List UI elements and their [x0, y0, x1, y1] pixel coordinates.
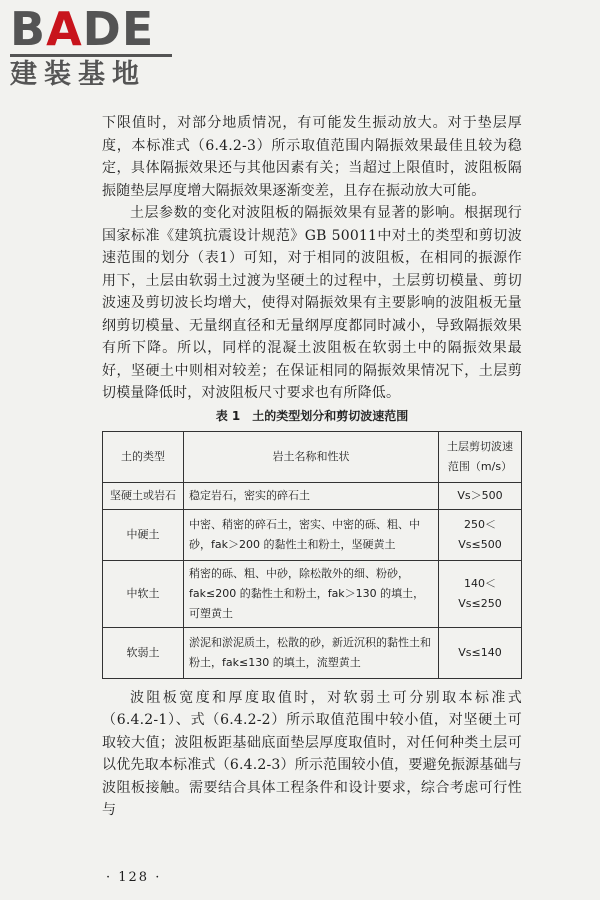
table-header-cell: 土层剪切波速范围（m/s） — [439, 431, 522, 482]
table-header-cell: 土的类型 — [103, 431, 184, 482]
bade-logo — [10, 2, 180, 91]
paragraph-3: 波阻板宽度和厚度取值时，对软弱土可分别取本标准式（6.4.2-1）、式（6.4.2-2）所示取值范围中较小值，对坚硬土可取较大值；波阻板距基础底面垫层厚度取值时，对任何种类土层可以优先取本标准式（6.4.2-3）所示范围较小值，要避免振源基础与波阻板接触。需要结合具体工程条件和设计要求，综合考虑可行性与 — [102, 689, 522, 818]
page-number: · 128 · — [106, 870, 162, 885]
paragraph-2: 土层参数的变化对波阻板的隔振效果有显著的影响。根据现行国家标准《建筑抗震设计规范》GB 50011中对土的类型和剪切波速范围的划分（表1）可知，对于相同的波阻板，在相同的振源作用下，土层由软弱土过渡为坚硬土的过程中，土层剪切模量、剪切波速及剪切波长均增大，使得对隔振效果有主要影响的波阻板无量纲剪切模量、无量纲直径和无量纲厚度都同时减小，导致隔振效果有所下降。所以，同样的混凝土波阻板在软弱土中的隔振效果最好，坚硬土中则相对较差；在保证相同的隔振效果情况下，土层剪切模量降低时，对波阻板尺寸要求也有所降低。 — [102, 205, 522, 401]
logo-wordmark: BADE — [10, 2, 155, 56]
table-cell: 250＜Vs≤500 — [439, 509, 522, 560]
logo-subtitle: 建装基地 — [10, 59, 146, 90]
table-cell: Vs≤140 — [439, 627, 522, 678]
page-body — [102, 112, 522, 822]
table-row — [103, 482, 522, 509]
table-header-cell: 岩土名称和性状 — [184, 431, 439, 482]
table-row — [103, 509, 522, 560]
table-cell: 坚硬土或岩石 — [103, 482, 184, 509]
table-cell: 稳定岩石，密实的碎石土 — [184, 482, 439, 509]
table-cell: 稍密的砾、粗、中砂，除松散外的细、粉砂，fak≤200 的黏性土和粉土，fak＞130 的填土，可塑黄土 — [184, 560, 439, 627]
table-cell: Vs＞500 — [439, 482, 522, 509]
paragraph-1: 下限值时，对部分地质情况，有可能发生振动放大。对于垫层厚度，本标准式（6.4.2-3）所示取值范围内隔振效果最佳且较为稳定，具体隔振效果还与其他因素有关；当超过上限值时，波阻板隔振随垫层厚度增大隔振效果逐渐变差，且存在振动放大可能。 — [102, 115, 522, 199]
table-cell: 淤泥和淤泥质土，松散的砂，新近沉积的黏性土和粉土，fak≤130 的填土，流塑黄土 — [184, 627, 439, 678]
table-cell: 140＜Vs≤250 — [439, 560, 522, 627]
table-cell: 中硬土 — [103, 509, 184, 560]
table-row — [103, 627, 522, 678]
table-cell: 软弱土 — [103, 627, 184, 678]
table-row — [103, 560, 522, 627]
table-caption: 表 1 土的类型划分和剪切波速范围 — [215, 408, 409, 423]
soil-type-table — [102, 431, 522, 679]
table-cell: 中密、稍密的碎石土，密实、中密的砾、粗、中砂，fak＞200 的黏性土和粉土，坚硬黄土 — [184, 509, 439, 560]
table-cell: 中软土 — [103, 560, 184, 627]
table-header-row — [103, 431, 522, 482]
